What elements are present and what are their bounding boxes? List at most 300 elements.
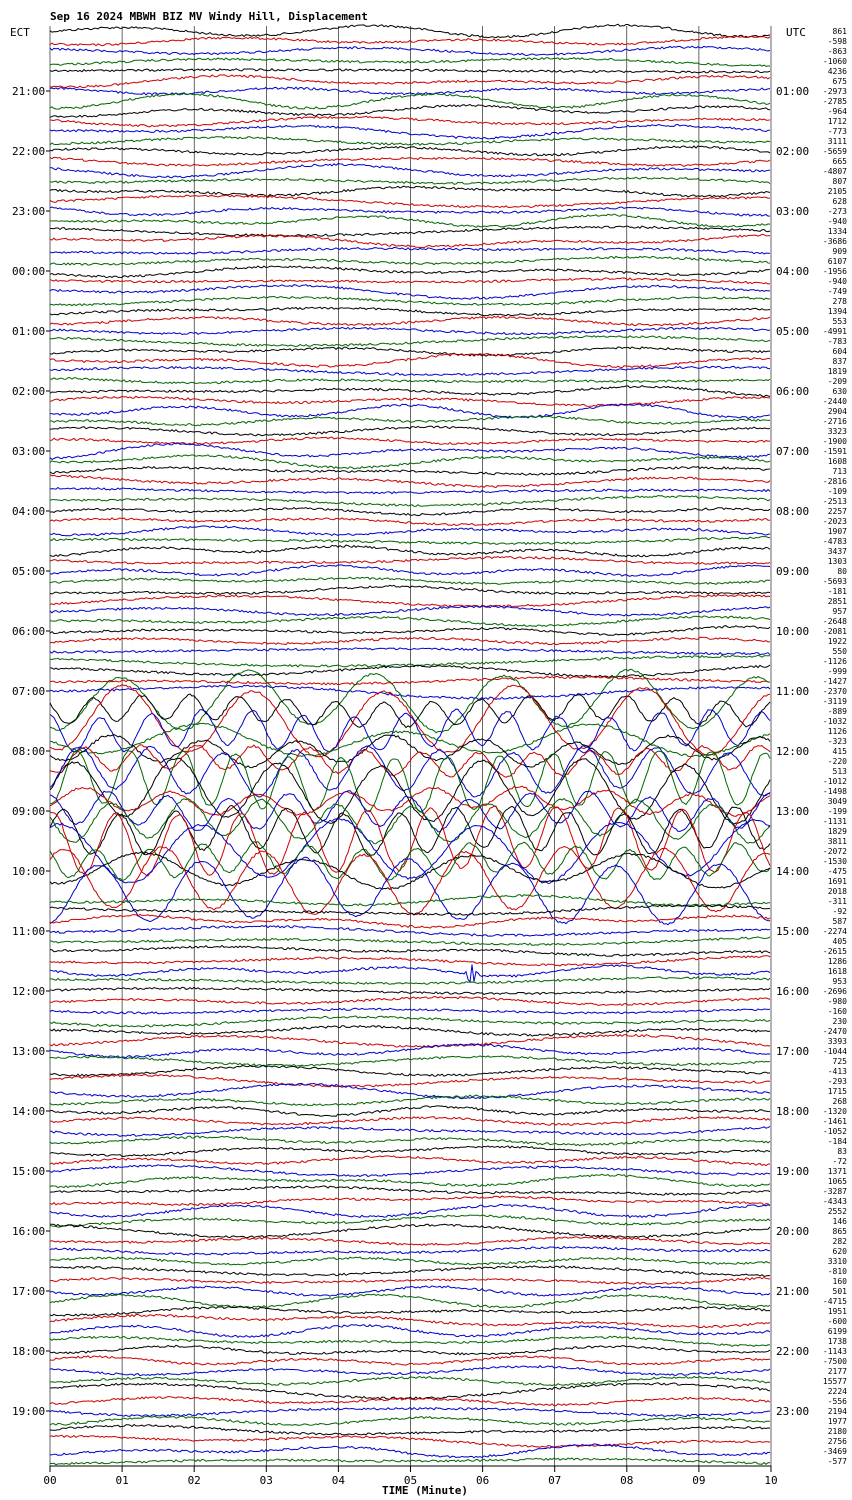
trace-25 bbox=[50, 278, 770, 284]
trace-offset-value: -160 bbox=[827, 1007, 847, 1016]
trace-offset-value: -2081 bbox=[822, 627, 847, 636]
trace-offset-value: -1044 bbox=[822, 1047, 847, 1056]
trace-60 bbox=[50, 626, 770, 636]
right-hour-labels bbox=[776, 85, 809, 1418]
trace-47 bbox=[50, 496, 770, 507]
trace-offset-value: 1829 bbox=[827, 827, 847, 836]
trace-offset-value: -1012 bbox=[822, 777, 847, 786]
trace-offset-value: -323 bbox=[827, 737, 847, 746]
left-timezone-label: ECT bbox=[10, 26, 30, 39]
trace-offset-value: -600 bbox=[827, 1317, 847, 1326]
right-hour-label: 19:00 bbox=[776, 1165, 810, 1178]
trace-113 bbox=[50, 1156, 770, 1166]
trace-offset-value: -940 bbox=[827, 277, 847, 286]
trace-110 bbox=[50, 1126, 770, 1136]
trace-offset-value: -1032 bbox=[822, 717, 847, 726]
trace-offset-value: -556 bbox=[827, 1397, 847, 1406]
trace-125 bbox=[50, 1278, 770, 1285]
trace-18 bbox=[50, 207, 770, 216]
trace-offset-value: 2851 bbox=[827, 597, 847, 606]
trace-15 bbox=[50, 177, 770, 184]
trace-51 bbox=[50, 537, 770, 545]
left-hour-label: 19:00 bbox=[12, 1405, 46, 1418]
trace-offset-value: -3469 bbox=[822, 1447, 847, 1456]
trace-offset-value: -1461 bbox=[822, 1117, 847, 1126]
trace-offset-value: 1371 bbox=[827, 1167, 847, 1176]
trace-143 bbox=[50, 1458, 770, 1465]
left-hour-label: 03:00 bbox=[12, 445, 46, 458]
trace-offset-value: 725 bbox=[832, 1057, 847, 1066]
trace-offset-value: 2105 bbox=[827, 187, 847, 196]
right-hour-label: 14:00 bbox=[776, 865, 810, 878]
left-hour-label: 07:00 bbox=[12, 685, 46, 698]
trace-offset-value: -2023 bbox=[822, 517, 847, 526]
trace-offset-value: -92 bbox=[832, 907, 847, 916]
trace-12 bbox=[50, 146, 770, 156]
x-tick-label-09: 09 bbox=[692, 1474, 706, 1487]
trace-49 bbox=[50, 518, 770, 526]
trace-88 bbox=[50, 905, 770, 915]
trace-offset-value: -2470 bbox=[822, 1027, 847, 1036]
trace-117 bbox=[50, 1196, 770, 1206]
trace-45 bbox=[50, 475, 770, 488]
trace-100 bbox=[50, 1026, 770, 1037]
trace-127 bbox=[50, 1294, 770, 1308]
trace-70 bbox=[50, 709, 770, 753]
left-hour-label: 09:00 bbox=[12, 805, 46, 818]
trace-86 bbox=[50, 857, 770, 925]
trace-62 bbox=[50, 648, 770, 655]
trace-offset-value: -5659 bbox=[822, 147, 847, 156]
trace-offset-value: -4715 bbox=[822, 1297, 847, 1306]
trace-offset-value: 6199 bbox=[827, 1327, 847, 1336]
trace-offset-value: -3686 bbox=[822, 237, 847, 246]
trace-offset-value: -2716 bbox=[822, 417, 847, 426]
trace-74 bbox=[50, 746, 770, 797]
trace-46 bbox=[50, 488, 770, 494]
trace-offset-value: 957 bbox=[832, 607, 847, 616]
right-hour-label: 23:00 bbox=[776, 1405, 810, 1418]
trace-106 bbox=[50, 1084, 770, 1099]
trace-offset-value: -4807 bbox=[822, 167, 847, 176]
trace-offset-value: -273 bbox=[827, 207, 847, 216]
trace-56 bbox=[50, 585, 770, 594]
trace-24 bbox=[50, 266, 770, 278]
left-hour-label: 06:00 bbox=[12, 625, 46, 638]
trace-offset-value: -2785 bbox=[822, 97, 847, 106]
trace-offset-value: -1427 bbox=[822, 677, 847, 686]
trace-33 bbox=[50, 354, 770, 368]
trace-offset-value: 550 bbox=[832, 647, 847, 656]
trace-121 bbox=[50, 1237, 770, 1246]
trace-63 bbox=[50, 655, 770, 667]
trace-offset-value: -1956 bbox=[822, 267, 847, 276]
trace-53 bbox=[50, 556, 770, 564]
trace-41 bbox=[50, 437, 770, 445]
right-hour-label: 07:00 bbox=[776, 445, 810, 458]
trace-offset-value: 2018 bbox=[827, 887, 847, 896]
trace-140 bbox=[50, 1425, 770, 1435]
trace-offset-value: -2370 bbox=[822, 687, 847, 696]
left-hour-label: 17:00 bbox=[12, 1285, 46, 1298]
trace-35 bbox=[50, 378, 770, 384]
left-hour-labels bbox=[12, 85, 50, 1418]
trace-offset-value: 1922 bbox=[827, 637, 847, 646]
x-tick-label-10: 10 bbox=[764, 1474, 778, 1487]
trace-7 bbox=[50, 93, 770, 109]
trace-offset-value: 1738 bbox=[827, 1337, 847, 1346]
chart-title: Sep 16 2024 MBWH BIZ MV Windy Hill, Displacement bbox=[50, 10, 368, 23]
trace-offset-value: 837 bbox=[832, 357, 847, 366]
trace-120 bbox=[50, 1224, 770, 1238]
trace-54 bbox=[50, 565, 770, 576]
trace-22 bbox=[50, 247, 770, 254]
trace-87 bbox=[50, 895, 770, 907]
trace-138 bbox=[50, 1408, 770, 1417]
trace-111 bbox=[50, 1136, 770, 1146]
right-hour-label: 18:00 bbox=[776, 1105, 810, 1118]
left-hour-label: 16:00 bbox=[12, 1225, 46, 1238]
trace-50 bbox=[50, 526, 770, 536]
trace-offset-value: 3437 bbox=[827, 547, 847, 556]
trace-offset-value: -2072 bbox=[822, 847, 847, 856]
trace-13 bbox=[50, 157, 770, 166]
right-hour-label: 15:00 bbox=[776, 925, 810, 938]
trace-91 bbox=[50, 937, 770, 946]
trace-offset-value: 675 bbox=[832, 77, 847, 86]
trace-offset-value: 807 bbox=[832, 177, 847, 186]
trace-126 bbox=[50, 1286, 770, 1296]
trace-offset-value: 1715 bbox=[827, 1087, 847, 1096]
trace-61 bbox=[50, 637, 770, 645]
trace-42 bbox=[50, 443, 770, 460]
trace-101 bbox=[50, 1034, 770, 1047]
left-hour-label: 05:00 bbox=[12, 565, 46, 578]
trace-offset-value: -773 bbox=[827, 127, 847, 136]
trace-141 bbox=[50, 1435, 770, 1447]
trace-offset-value: 1618 bbox=[827, 967, 847, 976]
trace-offset-value: 1712 bbox=[827, 117, 847, 126]
trace-34 bbox=[50, 366, 770, 375]
trace-offset-value: -3119 bbox=[822, 697, 847, 706]
left-hour-label: 13:00 bbox=[12, 1045, 46, 1058]
trace-offset-value: -184 bbox=[827, 1137, 847, 1146]
trace-21 bbox=[50, 234, 770, 247]
right-hour-label: 11:00 bbox=[776, 685, 810, 698]
minute-grid bbox=[50, 26, 771, 1472]
left-hour-label: 01:00 bbox=[12, 325, 46, 338]
trace-offset-value: 3310 bbox=[827, 1257, 847, 1266]
trace-offset-value: 2177 bbox=[827, 1367, 847, 1376]
trace-3 bbox=[50, 58, 770, 67]
trace-offset-value: -4343 bbox=[822, 1197, 847, 1206]
trace-offset-value: 865 bbox=[832, 1227, 847, 1236]
trace-93 bbox=[50, 956, 770, 966]
trace-112 bbox=[50, 1146, 770, 1157]
trace-offset-value: -2696 bbox=[822, 987, 847, 996]
trace-offset-value: -2973 bbox=[822, 87, 847, 96]
left-hour-label: 23:00 bbox=[12, 205, 46, 218]
trace-122 bbox=[50, 1246, 770, 1255]
trace-offset-value: 4236 bbox=[827, 67, 847, 76]
trace-96 bbox=[50, 987, 770, 994]
x-tick-label-05: 05 bbox=[403, 1474, 418, 1487]
trace-offset-value: 80 bbox=[837, 567, 847, 576]
trace-offset-values bbox=[823, 27, 847, 1466]
x-tick-label-00: 00 bbox=[43, 1474, 57, 1487]
x-tick-label-06: 06 bbox=[475, 1474, 490, 1487]
trace-offset-value: 2224 bbox=[827, 1387, 847, 1396]
trace-offset-value: 604 bbox=[832, 347, 847, 356]
x-axis-title: TIME (Minute) bbox=[381, 1484, 469, 1497]
trace-offset-value: 83 bbox=[837, 1147, 847, 1156]
trace-offset-value: 2194 bbox=[827, 1407, 847, 1416]
trace-5 bbox=[50, 75, 770, 88]
right-hour-label: 21:00 bbox=[776, 1285, 810, 1298]
trace-offset-value: -209 bbox=[827, 377, 847, 386]
trace-offset-value: -1143 bbox=[822, 1347, 847, 1356]
left-hour-label: 21:00 bbox=[12, 85, 46, 98]
right-hour-label: 17:00 bbox=[776, 1045, 810, 1058]
right-hour-label: 06:00 bbox=[776, 385, 810, 398]
trace-offset-value: -293 bbox=[827, 1077, 847, 1086]
trace-offset-value: 405 bbox=[832, 937, 847, 946]
trace-offset-value: -4783 bbox=[822, 537, 847, 546]
left-hour-label: 15:00 bbox=[12, 1165, 46, 1178]
x-tick-label-03: 03 bbox=[259, 1474, 273, 1487]
trace-offset-value: -199 bbox=[827, 807, 847, 816]
trace-52 bbox=[50, 545, 770, 557]
right-hour-label: 20:00 bbox=[776, 1225, 810, 1238]
trace-57 bbox=[50, 595, 770, 608]
trace-offset-value: 1691 bbox=[827, 877, 847, 886]
trace-offset-value: 2756 bbox=[827, 1437, 847, 1446]
trace-offset-value: -1052 bbox=[822, 1127, 847, 1136]
trace-16 bbox=[50, 186, 770, 197]
trace-offset-value: 1303 bbox=[827, 557, 847, 566]
trace-17 bbox=[50, 195, 770, 207]
trace-32 bbox=[50, 347, 770, 356]
trace-offset-value: 1907 bbox=[827, 527, 847, 536]
trace-28 bbox=[50, 307, 770, 316]
right-hour-label: 03:00 bbox=[776, 205, 810, 218]
trace-offset-value: 587 bbox=[832, 917, 847, 926]
trace-98 bbox=[50, 1008, 770, 1014]
trace-139 bbox=[50, 1416, 770, 1425]
trace-137 bbox=[50, 1397, 770, 1406]
trace-offset-value: 1334 bbox=[827, 227, 847, 236]
trace-6 bbox=[50, 87, 770, 95]
trace-offset-value: -475 bbox=[827, 867, 847, 876]
right-hour-label: 02:00 bbox=[776, 145, 810, 158]
trace-offset-value: 513 bbox=[832, 767, 847, 776]
trace-43 bbox=[50, 455, 770, 469]
trace-offset-value: 1977 bbox=[827, 1417, 847, 1426]
trace-offset-value: 620 bbox=[832, 1247, 847, 1256]
trace-1 bbox=[50, 36, 770, 46]
trace-48 bbox=[50, 508, 770, 516]
trace-99 bbox=[50, 1016, 770, 1027]
left-hour-label: 12:00 bbox=[12, 985, 46, 998]
trace-103 bbox=[50, 1056, 770, 1066]
trace-95 bbox=[50, 977, 770, 985]
trace-64 bbox=[50, 665, 770, 677]
x-tick-label-08: 08 bbox=[620, 1474, 634, 1487]
trace-offset-value: -940 bbox=[827, 217, 847, 226]
trace-offset-value: -889 bbox=[827, 707, 847, 716]
trace-offset-value: -4991 bbox=[822, 327, 847, 336]
trace-offset-value: 268 bbox=[832, 1097, 847, 1106]
trace-offset-value: 3323 bbox=[827, 427, 847, 436]
right-hour-label: 08:00 bbox=[776, 505, 810, 518]
trace-4 bbox=[50, 69, 770, 73]
trace-offset-value: 2180 bbox=[827, 1427, 847, 1436]
trace-79 bbox=[50, 799, 770, 844]
trace-31 bbox=[50, 336, 770, 347]
trace-offset-value: -109 bbox=[827, 487, 847, 496]
trace-0 bbox=[50, 24, 770, 38]
trace-offset-value: -810 bbox=[827, 1267, 847, 1276]
trace-131 bbox=[50, 1336, 770, 1346]
trace-offset-value: 2257 bbox=[827, 507, 847, 516]
trace-offset-value: 1394 bbox=[827, 307, 847, 316]
right-hour-label: 16:00 bbox=[776, 985, 810, 998]
left-hour-label: 00:00 bbox=[12, 265, 46, 278]
trace-offset-value: 3049 bbox=[827, 797, 847, 806]
right-hour-label: 12:00 bbox=[776, 745, 810, 758]
trace-offset-value: 2552 bbox=[827, 1207, 847, 1216]
trace-30 bbox=[50, 327, 770, 334]
trace-90 bbox=[50, 926, 770, 937]
right-hour-label: 09:00 bbox=[776, 565, 810, 578]
trace-offset-value: -783 bbox=[827, 337, 847, 346]
trace-offset-value: -964 bbox=[827, 107, 847, 116]
trace-116 bbox=[50, 1186, 770, 1195]
trace-offset-value: 553 bbox=[832, 317, 847, 326]
right-hour-label: 04:00 bbox=[776, 265, 810, 278]
trace-offset-value: -2816 bbox=[822, 477, 847, 486]
trace-offset-value: -72 bbox=[832, 1157, 847, 1166]
trace-114 bbox=[50, 1165, 770, 1177]
trace-offset-value: -1131 bbox=[822, 817, 847, 826]
left-hour-label: 04:00 bbox=[12, 505, 46, 518]
trace-38 bbox=[50, 404, 770, 419]
trace-92 bbox=[50, 946, 770, 957]
trace-115 bbox=[50, 1174, 770, 1188]
trace-142 bbox=[50, 1444, 770, 1458]
trace-134 bbox=[50, 1366, 770, 1376]
trace-offset-value: 415 bbox=[832, 747, 847, 756]
trace-offset-value: -2615 bbox=[822, 947, 847, 956]
trace-133 bbox=[50, 1356, 770, 1365]
x-tick-label-02: 02 bbox=[187, 1474, 201, 1487]
left-hour-label: 18:00 bbox=[12, 1345, 46, 1358]
trace-offset-value: 630 bbox=[832, 387, 847, 396]
trace-108 bbox=[50, 1106, 770, 1117]
trace-offset-value: -7500 bbox=[822, 1357, 847, 1366]
trace-offset-value: -1530 bbox=[822, 857, 847, 866]
trace-36 bbox=[50, 386, 770, 397]
trace-offset-value: -413 bbox=[827, 1067, 847, 1076]
trace-118 bbox=[50, 1205, 770, 1218]
left-hour-label: 02:00 bbox=[12, 385, 46, 398]
trace-offset-value: -1591 bbox=[822, 447, 847, 456]
trace-129 bbox=[50, 1314, 770, 1327]
trace-offset-value: -1320 bbox=[822, 1107, 847, 1116]
trace-65 bbox=[50, 676, 770, 685]
trace-offset-value: -2648 bbox=[822, 617, 847, 626]
trace-37 bbox=[50, 396, 770, 406]
right-hour-label: 10:00 bbox=[776, 625, 810, 638]
trace-offset-value: -577 bbox=[827, 1457, 847, 1466]
right-hour-label: 05:00 bbox=[776, 325, 810, 338]
trace-offset-value: 665 bbox=[832, 157, 847, 166]
trace-29 bbox=[50, 316, 770, 326]
trace-offset-value: 1126 bbox=[827, 727, 847, 736]
right-hour-label: 22:00 bbox=[776, 1345, 810, 1358]
trace-offset-value: 1819 bbox=[827, 367, 847, 376]
trace-offset-value: 501 bbox=[832, 1287, 847, 1296]
x-tick-label-04: 04 bbox=[331, 1474, 346, 1487]
trace-offset-value: 3811 bbox=[827, 837, 847, 846]
trace-offset-value: 1286 bbox=[827, 957, 847, 966]
right-hour-label: 13:00 bbox=[776, 805, 810, 818]
trace-44 bbox=[50, 467, 770, 476]
trace-104 bbox=[50, 1066, 770, 1077]
trace-offset-value: 953 bbox=[832, 977, 847, 986]
left-hour-label: 10:00 bbox=[12, 865, 46, 878]
trace-offset-value: 6107 bbox=[827, 257, 847, 266]
trace-offset-value: -1900 bbox=[822, 437, 847, 446]
trace-offset-value: 1608 bbox=[827, 457, 847, 466]
trace-offset-value: 909 bbox=[832, 247, 847, 256]
trace-66 bbox=[50, 685, 770, 699]
trace-offset-value: 146 bbox=[832, 1217, 847, 1226]
x-tick-label-01: 01 bbox=[115, 1474, 129, 1487]
trace-offset-value: 3111 bbox=[827, 137, 847, 146]
trace-offset-value: 1951 bbox=[827, 1307, 847, 1316]
trace-offset-value: -3287 bbox=[822, 1187, 847, 1196]
trace-11 bbox=[50, 137, 770, 146]
trace-offset-value: 1065 bbox=[827, 1177, 847, 1186]
trace-23 bbox=[50, 256, 770, 265]
left-hour-label: 22:00 bbox=[12, 145, 46, 158]
left-hour-label: 11:00 bbox=[12, 925, 46, 938]
trace-69 bbox=[50, 685, 770, 757]
trace-73 bbox=[50, 745, 770, 778]
trace-offset-value: -1126 bbox=[822, 657, 847, 666]
trace-58 bbox=[50, 606, 770, 616]
trace-offset-value: -749 bbox=[827, 287, 847, 296]
trace-offset-value: -1498 bbox=[822, 787, 847, 796]
trace-59 bbox=[50, 616, 770, 627]
seismic-traces bbox=[50, 24, 770, 1465]
trace-124 bbox=[50, 1266, 770, 1277]
trace-offset-value: 2904 bbox=[827, 407, 847, 416]
trace-97 bbox=[50, 997, 770, 1006]
trace-offset-value: -181 bbox=[827, 587, 847, 596]
left-hour-label: 14:00 bbox=[12, 1105, 46, 1118]
trace-89 bbox=[50, 914, 770, 928]
trace-offset-value: 160 bbox=[832, 1277, 847, 1286]
trace-offset-value: -220 bbox=[827, 757, 847, 766]
trace-offset-value: 861 bbox=[832, 27, 847, 36]
trace-132 bbox=[50, 1345, 770, 1355]
trace-offset-value: 230 bbox=[832, 1017, 847, 1026]
trace-2 bbox=[50, 46, 770, 55]
trace-26 bbox=[50, 285, 770, 300]
trace-123 bbox=[50, 1257, 770, 1265]
